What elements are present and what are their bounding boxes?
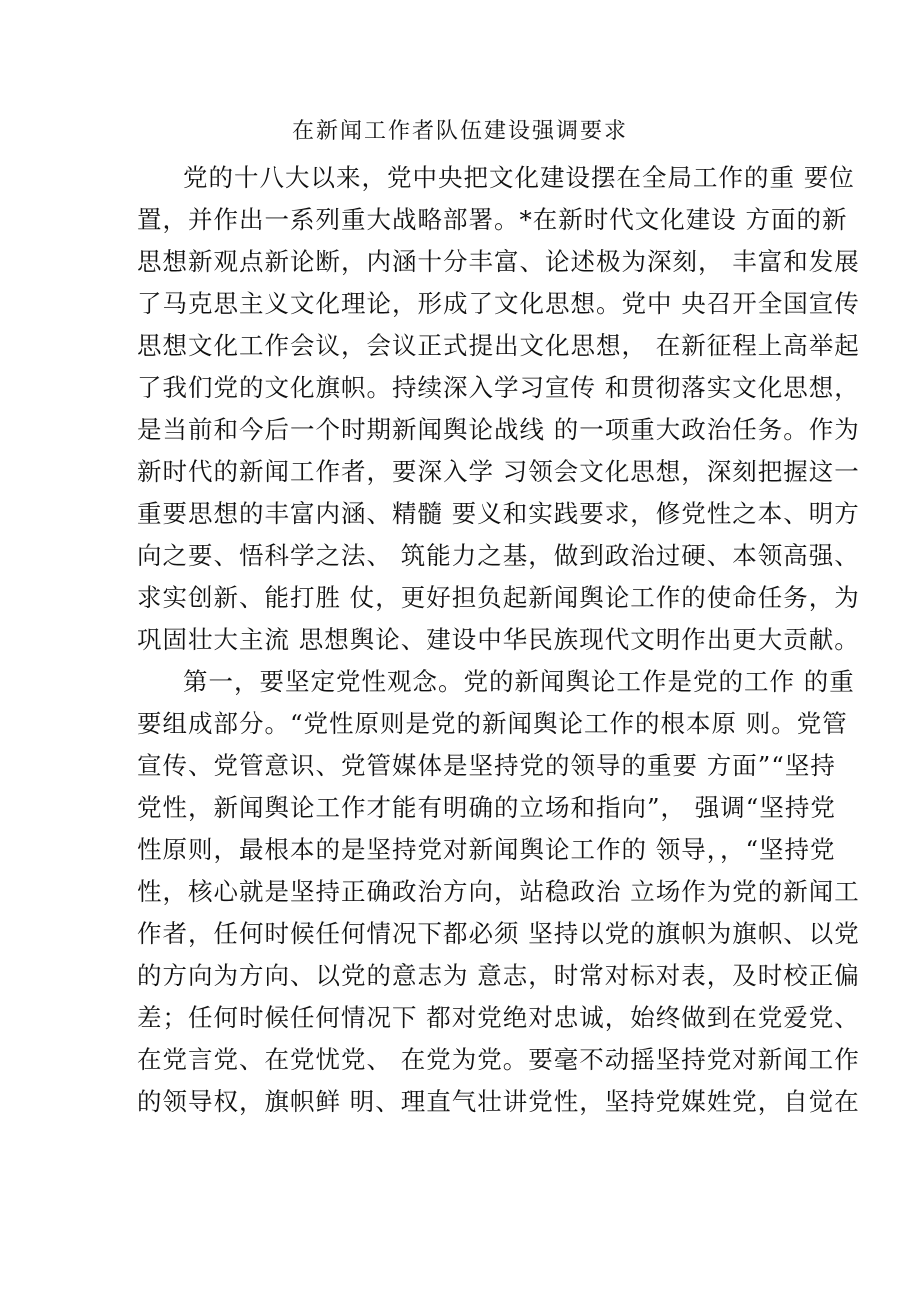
- paragraph-2-line-4: 党性，新闻舆论工作才能有明确的立场和指向”， 强调“坚持党: [137, 793, 836, 822]
- paragraph-2-line-11: 的领导权，旗帜鲜 明、理直气壮讲党性，坚持党媒姓党，自觉在: [137, 1087, 860, 1116]
- paragraph-2-line-10: 在党言党、在党忧党、 在党为党。要毫不动摇坚持党对新闻工作: [137, 1045, 860, 1074]
- paragraph-1-line-6: 了我们党的文化旗帜。持续深入学习宣传 和贯彻落实文化思想，: [137, 373, 860, 402]
- paragraph-2-line-2: 要组成部分。“党性原则是党的新闻舆论工作的根本原 则。党管: [137, 709, 848, 738]
- paragraph-2-line-8: 的方向为方向、以党的意志为 意志，时常对标对表，及时校正偏: [137, 961, 860, 990]
- paragraph-1-line-8: 新时代的新闻工作者，要深入学 习领会文化思想，深刻把握这一: [137, 457, 860, 486]
- paragraph-2-line-9: 差；任何时候任何情况下 都对党绝对忠诚，始终做到在党爱党、: [137, 1003, 860, 1032]
- paragraph-1-line-5: 思想文化工作会议，会议正式提出文化思想， 在新征程上高举起: [137, 331, 860, 360]
- document-title: 在新闻工作者队伍建设强调要求: [291, 119, 628, 144]
- paragraph-1-line-2: 置，并作出一系列重大战略部署。*在新时代文化建设 方面的新: [137, 205, 848, 234]
- paragraph-2-line-5: 性原则，最根本的是坚持党对新闻舆论工作的 领导，，“坚持党: [137, 835, 836, 864]
- paragraph-2-line-6: 性，核心就是坚持正确政治方向，站稳政治 立场作为党的新闻工: [137, 877, 860, 906]
- paragraph-1-line-10: 向之要、悟科学之法、 筑能力之基，做到政治过硬、本领高强、: [137, 541, 860, 570]
- paragraph-1-line-1: 党的十八大以来，党中央把文化建设摆在全局工作的重 要位: [183, 163, 855, 192]
- paragraph-1-line-9: 重要思想的丰富内涵、精髓 要义和实践要求，修党性之本、明方: [137, 499, 860, 528]
- paragraph-2-line-3: 宣传、党管意识、党管媒体是坚持党的领导的重要 方面”“坚持: [137, 751, 836, 780]
- paragraph-2-line-7: 作者，任何时候任何情况下都必须 坚持以党的旗帜为旗帜、以党: [137, 919, 860, 948]
- paragraph-1-line-12: 巩固壮大主流 思想舆论、建设中华民族现代文明作出更大贡献。: [137, 625, 860, 654]
- paragraph-1-line-3: 思想新观点新论断，内涵十分丰富、论述极为深刻， 丰富和发展: [137, 247, 860, 276]
- paragraph-1-line-7: 是当前和今后一个时期新闻舆论战线 的一项重大政治任务。作为: [137, 415, 860, 444]
- paragraph-1-line-4: 了马克思主义文化理论，形成了文化思想。党中 央召开全国宣传: [137, 289, 860, 318]
- paragraph-2-line-1: 第一，要坚定党性观念。党的新闻舆论工作是党的工作 的重: [183, 667, 855, 696]
- paragraph-1-line-11: 求实创新、能打胜 仗，更好担负起新闻舆论工作的使命任务，为: [137, 583, 860, 612]
